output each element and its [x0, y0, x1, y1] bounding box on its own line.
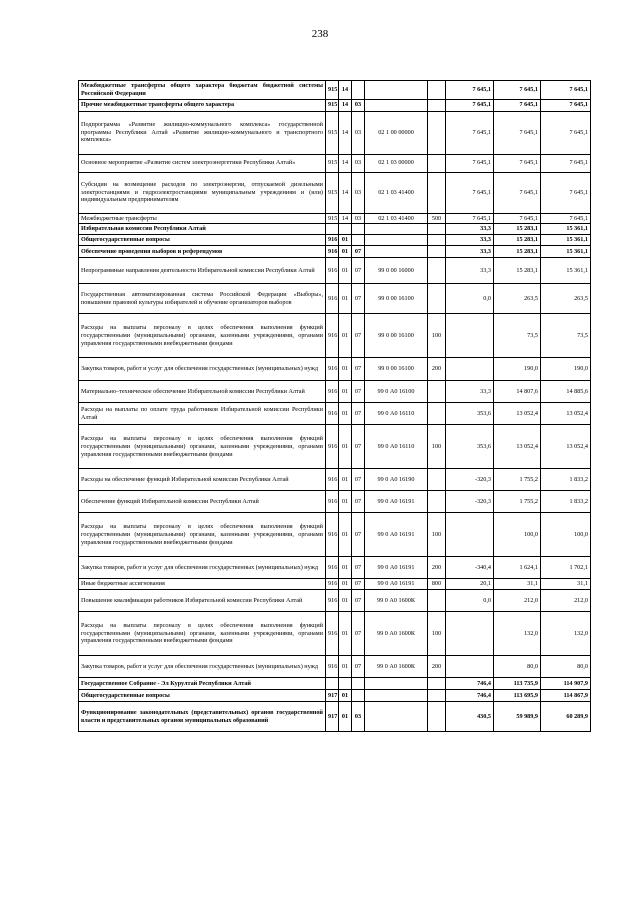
- cell-item-name: Расходы на обеспечение функций Избирательной комиссии Республики Алтай: [79, 469, 326, 491]
- cell-item-name: Повышение квалификации работников Избирательной комиссии Республики Алтай: [79, 590, 326, 612]
- cell-expense-type: [428, 690, 446, 702]
- cell-expense-type: 100: [428, 425, 446, 469]
- cell-amount-year-1: 1 755,2: [494, 491, 541, 513]
- cell-item-name: Подпрограмма «Развитие жилищно-коммунального комплекса» государственной программы Республики Алтай «Развитие жилищно-коммунального и транспортного комплекса»: [79, 111, 326, 154]
- cell-amount-year-2: 13 052,4: [541, 403, 591, 425]
- cell-item-name: Расходы на выплаты персоналу в целях обеспечения выполнения функций государственными (муниципальными) органами, казенными учреждениями, органами управления государственными внебюджетными фондами: [79, 314, 326, 358]
- cell-section: 14: [339, 111, 352, 154]
- cell-subsection: [352, 224, 365, 235]
- cell-item-name: Прочие межбюджетные трансферты общего характера: [79, 99, 326, 111]
- cell-target-article: [365, 235, 428, 246]
- cell-amount-year-1: 15 283,1: [494, 224, 541, 235]
- cell-section: 01: [339, 557, 352, 579]
- cell-amount-change: 33,3: [446, 381, 494, 403]
- cell-admin-code: 915: [326, 81, 339, 100]
- table-row: [79, 381, 591, 403]
- cell-admin-code: 915: [326, 213, 339, 224]
- cell-subsection: 07: [352, 381, 365, 403]
- cell-amount-year-1: 7 645,1: [494, 111, 541, 154]
- table-row: [79, 491, 591, 513]
- cell-amount-change: [446, 513, 494, 557]
- table-row: [79, 590, 591, 612]
- page-number: 238: [311, 28, 329, 40]
- cell-amount-year-2: 15 361,1: [541, 235, 591, 246]
- cell-amount-change: -320,3: [446, 491, 494, 513]
- table-row: [79, 172, 591, 213]
- cell-amount-change: 7 645,1: [446, 111, 494, 154]
- cell-subsection: 07: [352, 579, 365, 590]
- table-row: [79, 314, 591, 358]
- table-row: [79, 612, 591, 656]
- cell-subsection: 07: [352, 425, 365, 469]
- table-row: [79, 154, 591, 172]
- cell-admin-code: [326, 678, 339, 690]
- cell-item-name: Обеспечение проведения выборов и референдумов: [79, 246, 326, 258]
- cell-amount-change: 746,4: [446, 690, 494, 702]
- cell-amount-year-1: 100,0: [494, 513, 541, 557]
- cell-amount-year-2: 7 645,1: [541, 111, 591, 154]
- cell-amount-year-2: 1 833,2: [541, 469, 591, 491]
- cell-item-name: Материально–техническое обеспечение Избирательной комиссии Республики Алтай: [79, 381, 326, 403]
- cell-admin-code: 917: [326, 690, 339, 702]
- cell-target-article: 99 0 00 16100: [365, 358, 428, 381]
- cell-amount-change: 7 645,1: [446, 154, 494, 172]
- cell-section: [339, 678, 352, 690]
- cell-section: 01: [339, 656, 352, 678]
- table-row: [79, 358, 591, 381]
- cell-target-article: [365, 81, 428, 100]
- cell-amount-change: -340,4: [446, 557, 494, 579]
- cell-section: 01: [339, 491, 352, 513]
- cell-expense-type: [428, 235, 446, 246]
- cell-amount-year-1: 80,0: [494, 656, 541, 678]
- cell-amount-year-2: 114 907,9: [541, 678, 591, 690]
- cell-expense-type: 200: [428, 358, 446, 381]
- cell-expense-type: 800: [428, 579, 446, 590]
- table-row: [79, 403, 591, 425]
- cell-subsection: [352, 235, 365, 246]
- cell-amount-change: 7 645,1: [446, 172, 494, 213]
- cell-admin-code: 915: [326, 111, 339, 154]
- cell-amount-year-2: 14 885,6: [541, 381, 591, 403]
- cell-subsection: [352, 678, 365, 690]
- cell-subsection: 03: [352, 99, 365, 111]
- cell-amount-year-2: 60 289,9: [541, 702, 591, 732]
- cell-amount-change: [446, 612, 494, 656]
- table-row: [79, 111, 591, 154]
- table-row: [79, 81, 591, 100]
- cell-admin-code: 915: [326, 172, 339, 213]
- cell-amount-change: 746,4: [446, 678, 494, 690]
- cell-amount-year-1: 15 283,1: [494, 246, 541, 258]
- cell-item-name: Непрограммные направления деятельности Избирательной комиссии Республики Алтай: [79, 258, 326, 284]
- cell-subsection: 07: [352, 656, 365, 678]
- cell-admin-code: 917: [326, 702, 339, 732]
- cell-section: 01: [339, 690, 352, 702]
- cell-admin-code: 916: [326, 469, 339, 491]
- cell-amount-change: [446, 314, 494, 358]
- cell-expense-type: [428, 172, 446, 213]
- cell-target-article: 99 0 00 16000: [365, 258, 428, 284]
- cell-amount-year-2: 212,0: [541, 590, 591, 612]
- cell-amount-year-2: 15 361,1: [541, 258, 591, 284]
- cell-admin-code: 916: [326, 590, 339, 612]
- cell-subsection: 03: [352, 154, 365, 172]
- cell-section: 14: [339, 213, 352, 224]
- cell-amount-year-2: 7 645,1: [541, 99, 591, 111]
- cell-target-article: 99 0 А0 16191: [365, 513, 428, 557]
- cell-target-article: 99 0 А0 1600К: [365, 612, 428, 656]
- cell-amount-year-2: 132,0: [541, 612, 591, 656]
- cell-expense-type: [428, 469, 446, 491]
- cell-section: 01: [339, 612, 352, 656]
- table-row: [79, 213, 591, 224]
- cell-target-article: 99 0 А0 16191: [365, 491, 428, 513]
- table-row: [79, 690, 591, 702]
- cell-item-name: Избирательная комиссия Республики Алтай: [79, 224, 326, 235]
- cell-admin-code: 916: [326, 579, 339, 590]
- cell-section: 01: [339, 246, 352, 258]
- cell-amount-change: [446, 656, 494, 678]
- cell-section: 14: [339, 172, 352, 213]
- cell-section: 01: [339, 358, 352, 381]
- cell-amount-year-1: 7 645,1: [494, 154, 541, 172]
- cell-subsection: 07: [352, 314, 365, 358]
- table-row: [79, 284, 591, 314]
- cell-section: 01: [339, 513, 352, 557]
- table-row: [79, 246, 591, 258]
- table-row: [79, 557, 591, 579]
- cell-amount-year-1: 15 283,1: [494, 258, 541, 284]
- cell-expense-type: [428, 246, 446, 258]
- cell-item-name: Общегосударственные вопросы: [79, 235, 326, 246]
- cell-target-article: 99 0 00 16100: [365, 284, 428, 314]
- budget-table: [78, 80, 591, 732]
- cell-amount-year-1: 263,5: [494, 284, 541, 314]
- cell-subsection: 07: [352, 469, 365, 491]
- cell-item-name: Межбюджетные трансферты общего характера бюджетам бюджетной системы Российской Федерации: [79, 81, 326, 100]
- cell-expense-type: [428, 111, 446, 154]
- cell-admin-code: [326, 224, 339, 235]
- cell-amount-year-1: 13 052,4: [494, 403, 541, 425]
- cell-subsection: 07: [352, 590, 365, 612]
- cell-expense-type: [428, 491, 446, 513]
- cell-subsection: 07: [352, 557, 365, 579]
- cell-amount-year-1: 212,0: [494, 590, 541, 612]
- cell-target-article: 02 1 03 41400: [365, 172, 428, 213]
- cell-expense-type: [428, 702, 446, 732]
- cell-amount-year-2: 80,0: [541, 656, 591, 678]
- cell-subsection: [352, 81, 365, 100]
- cell-section: 01: [339, 284, 352, 314]
- cell-expense-type: 200: [428, 656, 446, 678]
- cell-amount-change: 33,3: [446, 246, 494, 258]
- cell-target-article: [365, 702, 428, 732]
- cell-amount-year-2: 7 645,1: [541, 154, 591, 172]
- cell-subsection: 07: [352, 612, 365, 656]
- cell-amount-year-1: 113 695,9: [494, 690, 541, 702]
- cell-admin-code: 916: [326, 246, 339, 258]
- cell-subsection: 07: [352, 358, 365, 381]
- cell-amount-change: 7 645,1: [446, 81, 494, 100]
- cell-section: 01: [339, 590, 352, 612]
- cell-target-article: 99 0 А0 16190: [365, 469, 428, 491]
- cell-expense-type: [428, 403, 446, 425]
- cell-subsection: 03: [352, 702, 365, 732]
- table-row: [79, 224, 591, 235]
- cell-item-name: Расходы на выплаты персоналу в целях обеспечения выполнения функций государственными (муниципальными) органами, казенными учреждениями, органами управления государственными внебюджетными фондами: [79, 425, 326, 469]
- cell-subsection: 03: [352, 111, 365, 154]
- cell-target-article: 99 0 А0 16191: [365, 557, 428, 579]
- cell-amount-year-1: 31,1: [494, 579, 541, 590]
- cell-target-article: 99 0 А0 1600К: [365, 590, 428, 612]
- cell-section: 01: [339, 702, 352, 732]
- table-row: [79, 235, 591, 246]
- cell-amount-year-1: 14 807,6: [494, 381, 541, 403]
- cell-subsection: 07: [352, 491, 365, 513]
- cell-amount-change: 7 645,1: [446, 213, 494, 224]
- cell-admin-code: 916: [326, 403, 339, 425]
- cell-amount-year-1: 1 755,2: [494, 469, 541, 491]
- cell-amount-year-1: 73,5: [494, 314, 541, 358]
- cell-amount-change: 353,6: [446, 425, 494, 469]
- cell-item-name: Закупка товаров, работ и услуг для обеспечения государственных (муниципальных) нужд: [79, 557, 326, 579]
- cell-amount-year-2: 7 645,1: [541, 172, 591, 213]
- cell-admin-code: 916: [326, 425, 339, 469]
- cell-subsection: 07: [352, 513, 365, 557]
- cell-subsection: [352, 690, 365, 702]
- cell-amount-year-1: 132,0: [494, 612, 541, 656]
- cell-amount-year-1: 13 052,4: [494, 425, 541, 469]
- cell-expense-type: [428, 381, 446, 403]
- cell-amount-change: 20,1: [446, 579, 494, 590]
- cell-expense-type: 500: [428, 213, 446, 224]
- cell-expense-type: [428, 224, 446, 235]
- cell-admin-code: 916: [326, 491, 339, 513]
- cell-admin-code: 916: [326, 612, 339, 656]
- cell-amount-change: -320,3: [446, 469, 494, 491]
- cell-expense-type: [428, 81, 446, 100]
- cell-amount-year-2: 73,5: [541, 314, 591, 358]
- cell-section: 01: [339, 403, 352, 425]
- cell-amount-change: 353,6: [446, 403, 494, 425]
- cell-admin-code: 916: [326, 235, 339, 246]
- cell-item-name: Государственная автоматизированная система Российской Федерации «Выборы», повышение правовой культуры избирателей и обучение организаторов выборов: [79, 284, 326, 314]
- cell-expense-type: 100: [428, 513, 446, 557]
- cell-admin-code: 915: [326, 99, 339, 111]
- table-row: [79, 99, 591, 111]
- cell-item-name: Расходы на выплаты персоналу в целях обеспечения выполнения функций государственными (муниципальными) органами, казенными учреждениями, органами управления государственными внебюджетными фондами: [79, 513, 326, 557]
- cell-section: 01: [339, 314, 352, 358]
- cell-item-name: Основное мероприятие «Развитие систем электроэнергетики Республики Алтай»: [79, 154, 326, 172]
- cell-amount-year-1: 59 989,9: [494, 702, 541, 732]
- cell-target-article: 99 0 00 16100: [365, 314, 428, 358]
- cell-section: 14: [339, 81, 352, 100]
- cell-item-name: Расходы на выплаты персоналу в целях обеспечения выполнения функций государственными (муниципальными) органами, казенными учреждениями, органами управления государственными внебюджетными фондами: [79, 612, 326, 656]
- cell-item-name: Закупка товаров, работ и услуг для обеспечения государственных (муниципальных) нужд: [79, 358, 326, 381]
- cell-target-article: 02 1 00 00000: [365, 111, 428, 154]
- table-row: [79, 702, 591, 732]
- table-row: [79, 469, 591, 491]
- cell-amount-change: 33,3: [446, 235, 494, 246]
- table-row: [79, 425, 591, 469]
- cell-target-article: [365, 690, 428, 702]
- cell-amount-year-2: 1 702,1: [541, 557, 591, 579]
- cell-expense-type: [428, 258, 446, 284]
- cell-amount-year-2: 114 867,9: [541, 690, 591, 702]
- cell-amount-change: [446, 358, 494, 381]
- cell-item-name: Закупка товаров, работ и услуг для обеспечения государственных (муниципальных) нужд: [79, 656, 326, 678]
- cell-amount-change: 0,0: [446, 590, 494, 612]
- cell-amount-year-2: 263,5: [541, 284, 591, 314]
- cell-item-name: Расходы на выплаты по оплате труда работников Избирательной комиссии Республики Алтай: [79, 403, 326, 425]
- cell-target-article: 02 1 03 41400: [365, 213, 428, 224]
- cell-target-article: 99 0 А0 16110: [365, 403, 428, 425]
- table-row: [79, 656, 591, 678]
- cell-item-name: Государственное Собрание - Эл Курултай Республики Алтай: [79, 678, 326, 690]
- cell-admin-code: 915: [326, 154, 339, 172]
- cell-amount-change: 430,5: [446, 702, 494, 732]
- cell-item-name: Межбюджетные трансферты: [79, 213, 326, 224]
- cell-expense-type: [428, 284, 446, 314]
- cell-amount-change: 0,0: [446, 284, 494, 314]
- cell-expense-type: 100: [428, 314, 446, 358]
- cell-target-article: 99 0 А0 16110: [365, 425, 428, 469]
- cell-expense-type: 200: [428, 557, 446, 579]
- cell-amount-year-1: 190,0: [494, 358, 541, 381]
- table-row: [79, 579, 591, 590]
- table-row: [79, 678, 591, 690]
- cell-admin-code: 916: [326, 513, 339, 557]
- cell-amount-year-2: 31,1: [541, 579, 591, 590]
- cell-amount-year-2: 15 361,1: [541, 246, 591, 258]
- cell-target-article: 99 0 А0 16191: [365, 579, 428, 590]
- cell-subsection: 07: [352, 258, 365, 284]
- cell-section: 01: [339, 425, 352, 469]
- cell-admin-code: 916: [326, 258, 339, 284]
- cell-amount-year-2: 7 645,1: [541, 81, 591, 100]
- cell-subsection: 03: [352, 213, 365, 224]
- cell-target-article: [365, 99, 428, 111]
- cell-subsection: 07: [352, 403, 365, 425]
- cell-section: 14: [339, 154, 352, 172]
- cell-amount-year-2: 1 833,2: [541, 491, 591, 513]
- cell-admin-code: 916: [326, 284, 339, 314]
- cell-section: [339, 224, 352, 235]
- cell-amount-year-2: 190,0: [541, 358, 591, 381]
- cell-expense-type: [428, 678, 446, 690]
- table-row: [79, 258, 591, 284]
- cell-item-name: Функционирование законодательных (представительных) органов государственной власти и представительных органов муниципальных образований: [79, 702, 326, 732]
- cell-item-name: Обеспечение функций Избирательной комиссии Республики Алтай: [79, 491, 326, 513]
- cell-target-article: 99 0 А0 1600К: [365, 656, 428, 678]
- cell-admin-code: 916: [326, 314, 339, 358]
- cell-amount-year-1: 1 624,1: [494, 557, 541, 579]
- budget-table-body: [79, 81, 591, 732]
- cell-target-article: [365, 246, 428, 258]
- cell-amount-year-2: 7 645,1: [541, 213, 591, 224]
- cell-amount-year-1: 7 645,1: [494, 213, 541, 224]
- cell-section: 14: [339, 99, 352, 111]
- cell-expense-type: [428, 99, 446, 111]
- cell-target-article: [365, 678, 428, 690]
- cell-expense-type: [428, 154, 446, 172]
- cell-subsection: 07: [352, 284, 365, 314]
- cell-amount-year-2: 13 052,4: [541, 425, 591, 469]
- cell-subsection: 03: [352, 172, 365, 213]
- cell-amount-change: 7 645,1: [446, 99, 494, 111]
- cell-section: 01: [339, 579, 352, 590]
- cell-item-name: Субсидии на возмещение расходов по электроэнергии, отпускаемой дизельными электростанциями и гидроэлектростанциями муниципальным учреждениям и (или) индивидуальным предпринимателям: [79, 172, 326, 213]
- cell-section: 01: [339, 381, 352, 403]
- cell-item-name: Иные бюджетные ассигнования: [79, 579, 326, 590]
- cell-subsection: 07: [352, 246, 365, 258]
- cell-amount-year-1: 113 735,9: [494, 678, 541, 690]
- cell-amount-year-1: 7 645,1: [494, 172, 541, 213]
- cell-target-article: 02 1 03 00000: [365, 154, 428, 172]
- cell-amount-year-1: 7 645,1: [494, 81, 541, 100]
- cell-amount-year-1: 15 283,1: [494, 235, 541, 246]
- cell-item-name: Общегосударственные вопросы: [79, 690, 326, 702]
- cell-admin-code: 916: [326, 656, 339, 678]
- table-row: [79, 513, 591, 557]
- cell-expense-type: [428, 590, 446, 612]
- cell-target-article: [365, 224, 428, 235]
- cell-amount-change: 33,3: [446, 224, 494, 235]
- cell-amount-year-1: 7 645,1: [494, 99, 541, 111]
- cell-section: 01: [339, 469, 352, 491]
- cell-admin-code: 916: [326, 358, 339, 381]
- cell-amount-change: 33,3: [446, 258, 494, 284]
- cell-section: 01: [339, 235, 352, 246]
- cell-amount-year-2: 15 361,1: [541, 224, 591, 235]
- cell-amount-year-2: 100,0: [541, 513, 591, 557]
- cell-expense-type: 100: [428, 612, 446, 656]
- cell-admin-code: 916: [326, 381, 339, 403]
- cell-target-article: 99 0 А0 16100: [365, 381, 428, 403]
- cell-section: 01: [339, 258, 352, 284]
- cell-admin-code: 916: [326, 557, 339, 579]
